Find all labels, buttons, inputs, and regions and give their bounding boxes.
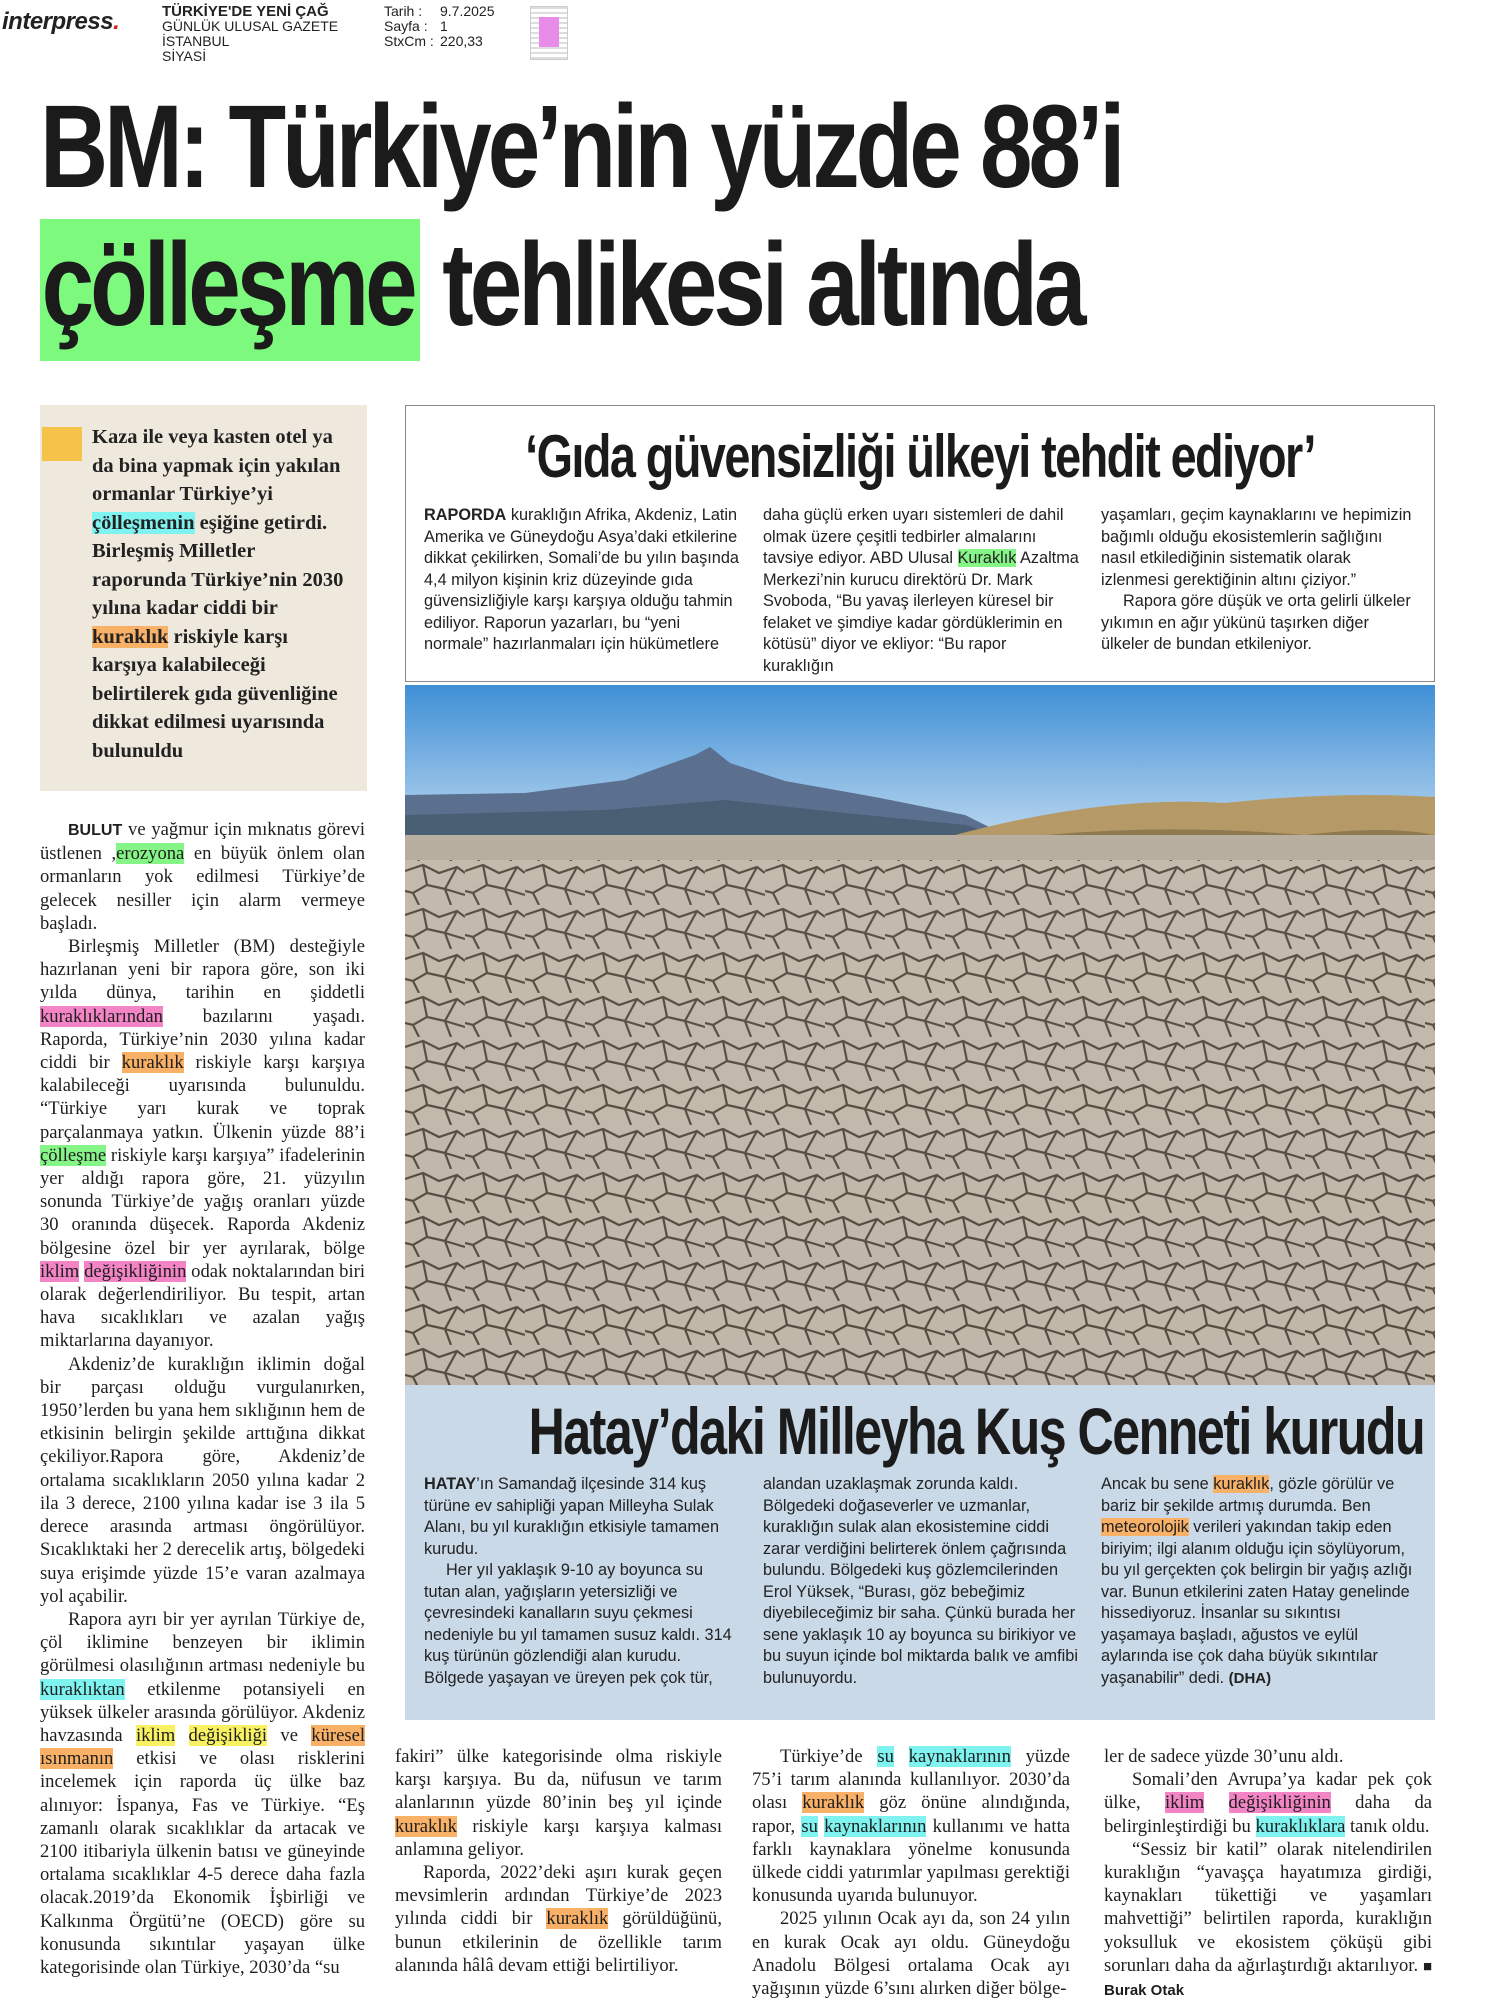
food-column-2: daha güçlü erken uyarı sistemleri de dahil olmak üzere çeşitli tedbirler almalarını tavsiye ediyor. ABD Ulusal Kuraklık Azaltma Merkezi’nin kurucu direktörü Dr. Mark Svoboda, “Bu yavaş ilerleyen küresel bir felaket ve şimdiye kadar gördüklerimin en kötüsü” diyor ve ekliyor: “Bu rapor kuraklığın (763, 506, 1079, 675)
publication-category: SİYASİ (162, 48, 207, 64)
author-signature: ■ Burak Otak (1104, 1957, 1432, 2000)
intro-box (40, 405, 367, 791)
publication-name: TÜRKİYE'DE YENİ ÇAĞ (162, 3, 329, 20)
food-security-title: ‘Gıda güvensizliği ülkeyi tehdit ediyor’ (525, 423, 1315, 490)
body-column-d: ler de sadece yüzde 30’unu aldı. Somali’den Avrupa’ya kadar pek çok ülke, iklim değişikliğinin daha da belirginleştirdiği bu kuraklıklara tanık oldu. “Sessiz bir katil” olarak nitelendirilen kuraklığın “yavaşça hayatımıza girdiği, kaynakları tükettiği ve yaşamları mahvettiği” belirtilen raporda, kuraklığın yoksulluk ve ekosistem çöküşü gibi sorunları daha da ağırlaştırdığı aktarılıyor. ■ Burak Otak (1104, 1746, 1433, 2000)
body-column-c: Türkiye’de su kaynaklarının yüzde 75’i tarım alanında kullanılıyor. 2030’da olası kuraklık göz önüne alındığında, rapor, su kaynaklarının kullanımı ve hatta farklı kaynaklara yönelme konusunda ülkede ciddi yatırımlar yapılması gerektiği konusunda uyarıda bulunuyor. 2025 yılının Ocak ayı da, son 24 yılın en kurak Ocak ayı oldu. Güneydoğu Anadolu Bölgesi ortalama Ocak ayı yağışının yüzde 6’sını alırken diğer bölge- (752, 1746, 1071, 2000)
clipping-info: Tarih : 9.7.2025 Sayfa : 1 StxCm : 220,33 (384, 3, 495, 49)
food-column-1: RAPORDA kuraklığın Afrika, Akdeniz, Latin Amerika ve Güneydoğu Asya’daki etkilerine dikkat çekilirken, Somali’de bu yılın başında 4,4 milyon kişinin kriz düzeyinde gıda güvensizliğiyle karşı karşıya olduğu tahmin ediliyor. Raporun yazarları, bu “yeni normale” hazırlanmaları için hükümetlere (424, 506, 739, 653)
hatay-source: (DHA) (1228, 1669, 1272, 1687)
intro-marker-icon (42, 427, 82, 461)
headline-line-1: BM: Türkiye’nin yüzde 88’i (40, 81, 1122, 213)
hatay-column-3: Ancak bu sene kuraklık, gözle görülür ve bariz bir şekilde artmış durumda. Ben meteorolojik verileri yakından takip eden biriyim; ilgi alanım olduğu için söylüyorum, bu yıl gerçekten çok belirgin bir yağış azlığı var. Bunun etkilerini zaten Hatay genelinde hissediyoruz. İnsanlar su sıkıntısı yaşamaya başladı, ağustos ve eylül aylarında ise çok daha büyük sıkıntılar yaşanabilir” dedi. (DHA) (1101, 1475, 1413, 1687)
body-column-b: fakiri” ülke kategorisinde olma riskiyle karşı karşıya. Bu da, nüfusun ve tarım alanlarının yüzde 80’inin beş yıl içinde kuraklık riskiyle karşı karşıya kalması anlamına geliyor. Raporda, 2022’deki aşırı kurak geçen mevsimlerin ardından Türkiye’de 2023 yılında ciddi bir kuraklık görüldüğünü, bunun etkilerinin de özellikle tarım alanında hâlâ devam ettiği belirtiliyor. (395, 1746, 723, 1976)
headline-line-2: çölleşme tehlikesi altında (40, 226, 1083, 344)
clipping-page: 1 (440, 18, 448, 34)
drought-photo (405, 685, 1435, 1385)
publication-city: İSTANBUL (162, 33, 230, 49)
intro-text: Kaza ile veya kasten otel ya da bina yapmak için yakılan ormanlar Türkiye’yi çölleşmenin eşiğine getirdi. Birleşmiş Milletler raporunda Türkiye’nin 2030 yılına kadar ciddi bir kuraklık riskiyle karşı karşıya kalabileceği belirtilerek gıda güvenliğine dikkat edilmesi uyarısında bulunuldu (92, 426, 344, 762)
page-thumbnail-icon (530, 6, 568, 60)
headline-highlight: çölleşme (40, 219, 420, 361)
body-column-a: BULUT ve yağmur için mıknatıs görevi üstlenen ,erozyona en büyük önlem olan ormanların yok edilmesi Türkiye’de gelecek nesiller için alarm vermeye başladı. Birleşmiş Milletler (BM) desteğiyle hazırlanan yeni bir rapora göre, son iki yılda dünya, tarihin en şiddetli kuraklıklarından bazılarını yaşadı. Raporda, Türkiye’nin 2030 yılına kadar ciddi bir kuraklık riskiyle karşı karşıya kalabileceği uyarısında bulunuldu. “Türkiye yarı kurak ve toprak parçalanmaya yatkın. Ülkenin yüzde 88’i çölleşme riskiyle karşı karşıya” ifadelerinin yer aldığı rapora göre, 21. yüzyılın sonunda Türkiye’de yağış oranları yüzde 30 oranında düşecek. Raporda Akdeniz bölgesine özel bir yer ayrılarak, bölge iklim değişikliğinin odak noktalarından biri olarak değerlendiriliyor. Bu tespit, artan hava sıcaklıkları ve azalan yağış miktarlarına dayanıyor. Akdeniz’de kuraklığın iklimin doğal bir parçası olduğu vurgulanırken, 1950’lerden bu yana hem sıklığının hem de etkisinin belirgin şekilde arttığına dikkat çekiliyor.Rapora göre, Akdeniz’de ortalama sıcaklıkların 2050 yılına kadar 2 ila 3 derece, 2100 yılına kadar ise 3 ila 5 derece arasında artması öngörülüyor. Sıcaklıktaki her 2 derecelik artış, bölgedeki suya erişimde yüzde 15’e varan azalmaya yol açabilir. Rapora ayrı bir yer ayrılan Türkiye de, çöl iklimine benzeyen bir iklimin görülmesi olasılığının artması nedeniyle bu kuraklıktan etkilenme potansiyeli en yüksek ülkeler arasında görülüyor. Akdeniz havzasında iklim değişikliği ve küresel ısınmanın etkisi ve olası risklerini incelemek için raporda üç ülke baz alınıyor: İspanya, Fas ve Türkiye. “Eş zamanlı olarak sıcaklıklar da artacak ve 2100 itibariyla ülkenin batısı ve güneyinde ortalama sıcaklıklar 4-5 derece daha fazla olacak.2019’da Ekonomik İşbirliği ve Kalkınma Örgütü’ne (OECD) göre su konusunda sıkıntılar yaşayan ülke kategorisinde olan Türkiye, 2030’da “su (40, 819, 366, 1978)
hatay-column-2: alandan uzaklaşmak zorunda kaldı. Bölgedeki doğaseverler ve uzmanlar, kuraklığın sulak alan ekosistemine ciddi zarar verdiğini belirterek önlem çağrısında bulundu. Bölgedeki kuş gözlemcilerinden Erol Yüksek, “Burası, göz bebeğimiz diyebileceğimiz bir saha. Çünkü burada her sene yaklaşık 10 ay boyunca su birikiyor ve bu suyun içinde bol miktarda balık ve amfibi bulunuyordu. (763, 1475, 1078, 1687)
clipping-size: 220,33 (440, 33, 483, 49)
interpress-logo: interpress. (2, 8, 120, 35)
hatay-column-1: HATAY’ın Samandağ ilçesinde 314 kuş türüne ev sahipliği yapan Milleyha Sulak Alanı, bu yıl kuraklığın etkisiyle tamamen kurudu. Her yıl yaklaşık 9-10 ay boyunca su tutan alan, yağışların yetersizliği ve çevresindeki kanalların suyu çekmesi nedeniyle bu yıl tamamen susuz kaldı. 314 kuş türünün gözlendiği alan kurudu. Bölgede yaşayan ve üreyen pek çok tür, (424, 1475, 732, 1687)
food-column-3: yaşamları, geçim kaynaklarını ve hepimizin bağımlı olduğu ekosistemlerin sağlığını nasıl etkilediğinin sistematik olarak izlenmesi gerektiğinin altını çiziyor.” Rapora göre düşük ve orta gelirli ülkeler yıkımın en ağır yükünü taşırken diğer ülkeler de bundan etkileniyor. (1101, 506, 1412, 653)
publication-type: GÜNLÜK ULUSAL GAZETE (162, 18, 339, 34)
clipping-date: 9.7.2025 (440, 3, 495, 19)
publication-info (162, 4, 338, 64)
hatay-title: Hatay’daki Milleyha Kuş Cenneti kurudu (528, 1394, 1425, 1468)
